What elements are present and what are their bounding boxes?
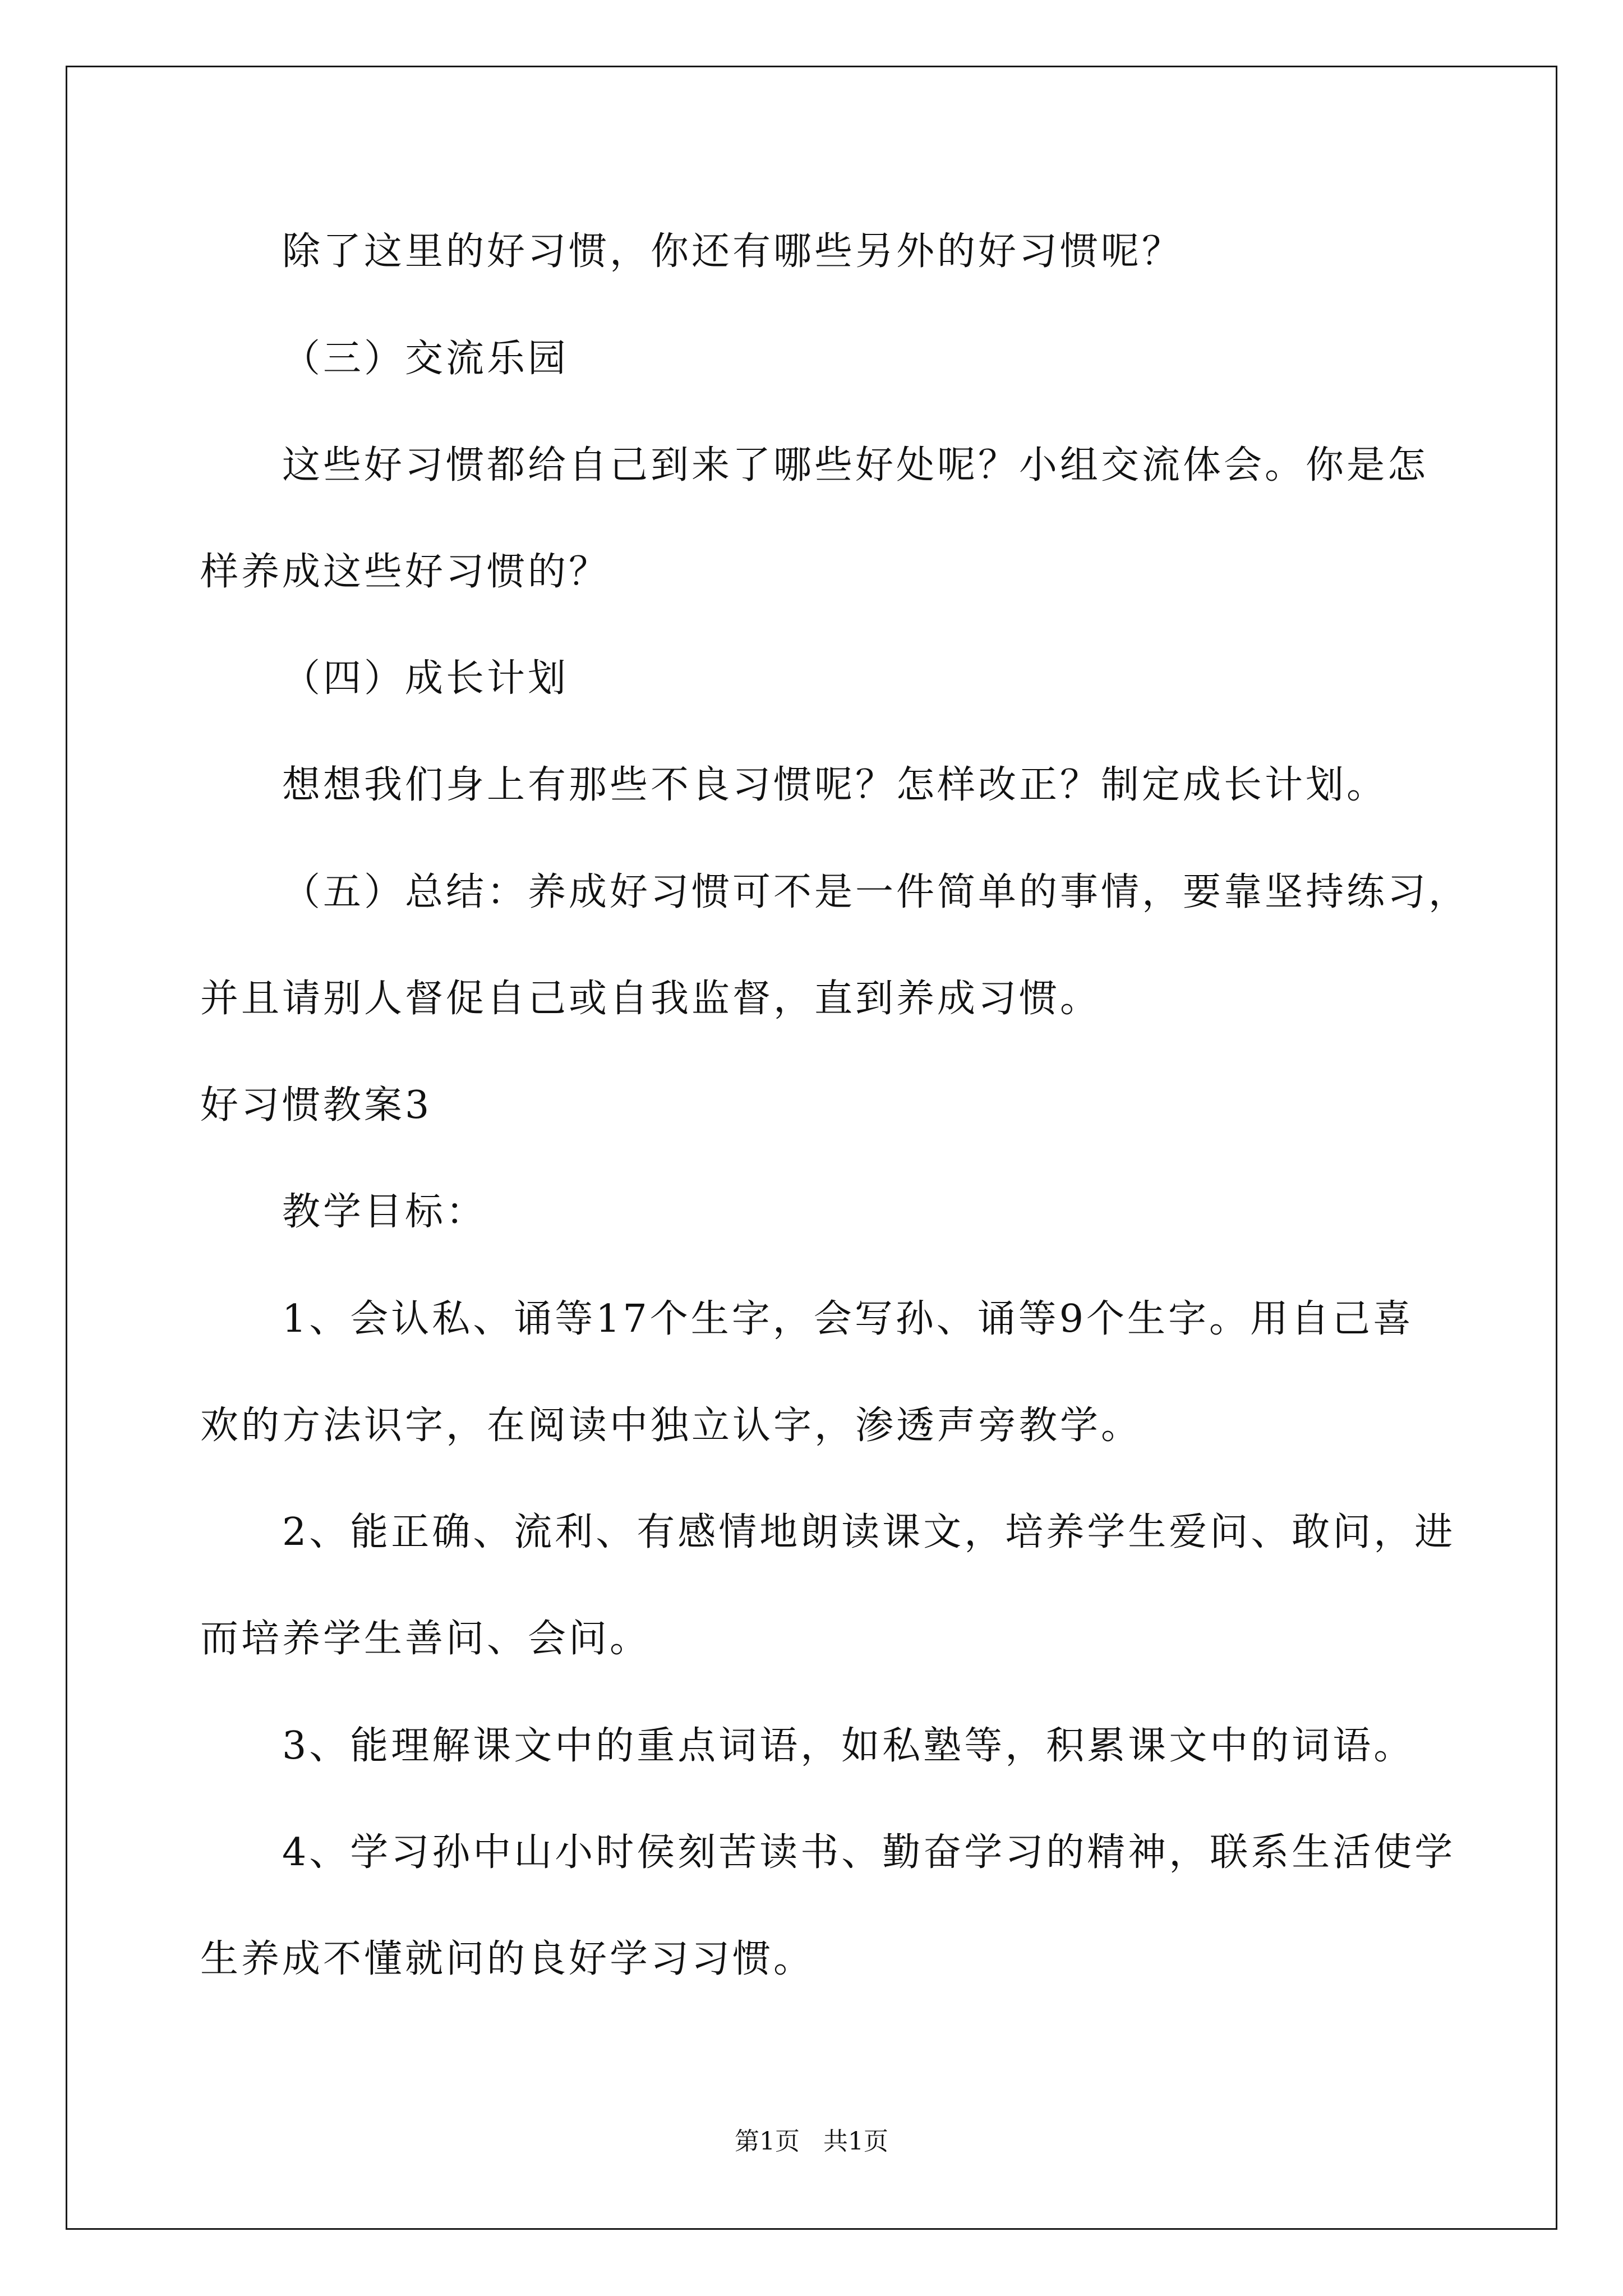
page-border bbox=[66, 66, 1557, 2230]
list-item-continuation: 生养成不懂就问的良好学习习惯。 bbox=[200, 1937, 815, 1981]
list-item-continuation: 欢的方法识字，在阅读中独立认字，渗透声旁教学。 bbox=[200, 1404, 1142, 1448]
list-item: 1、会认私、诵等17个生字，会写孙、诵等9个生字。用自己喜 bbox=[282, 1297, 1414, 1341]
list-item: 2、能正确、流利、有感情地朗读课文，培养学生爱问、敢问，进 bbox=[282, 1510, 1456, 1554]
list-item: 3、能理解课文中的重点词语，如私塾等，积累课文中的词语。 bbox=[282, 1724, 1415, 1768]
paragraph-line: 样养成这些好习惯的？ bbox=[200, 550, 610, 594]
section-heading: （三）交流乐园 bbox=[282, 337, 569, 381]
section-heading: （四）成长计划 bbox=[282, 656, 569, 701]
paragraph-line: 除了这里的好习惯，你还有哪些另外的好习惯呢？ bbox=[282, 229, 1183, 274]
paragraph-line: （五）总结：养成好习惯可不是一件简单的事情，要靠坚持练习， bbox=[282, 870, 1470, 914]
paragraph-line: 想想我们身上有那些不良习惯呢？怎样改正？制定成长计划。 bbox=[282, 763, 1388, 807]
page-footer: 第1页 共1页 bbox=[735, 2127, 888, 2156]
section-heading: 教学目标： bbox=[282, 1190, 487, 1234]
document-title: 好习惯教案3 bbox=[200, 1083, 432, 1128]
list-item: 4、学习孙中山小时侯刻苦读书、勤奋学习的精神，联系生活使学 bbox=[282, 1830, 1456, 1875]
list-item-continuation: 而培养学生善问、会问。 bbox=[200, 1617, 651, 1661]
paragraph-line: 这些好习惯都给自己到来了哪些好处呢？小组交流体会。你是怎 bbox=[282, 443, 1429, 487]
paragraph-line: 并且请别人督促自己或自我监督，直到养成习惯。 bbox=[200, 977, 1101, 1021]
